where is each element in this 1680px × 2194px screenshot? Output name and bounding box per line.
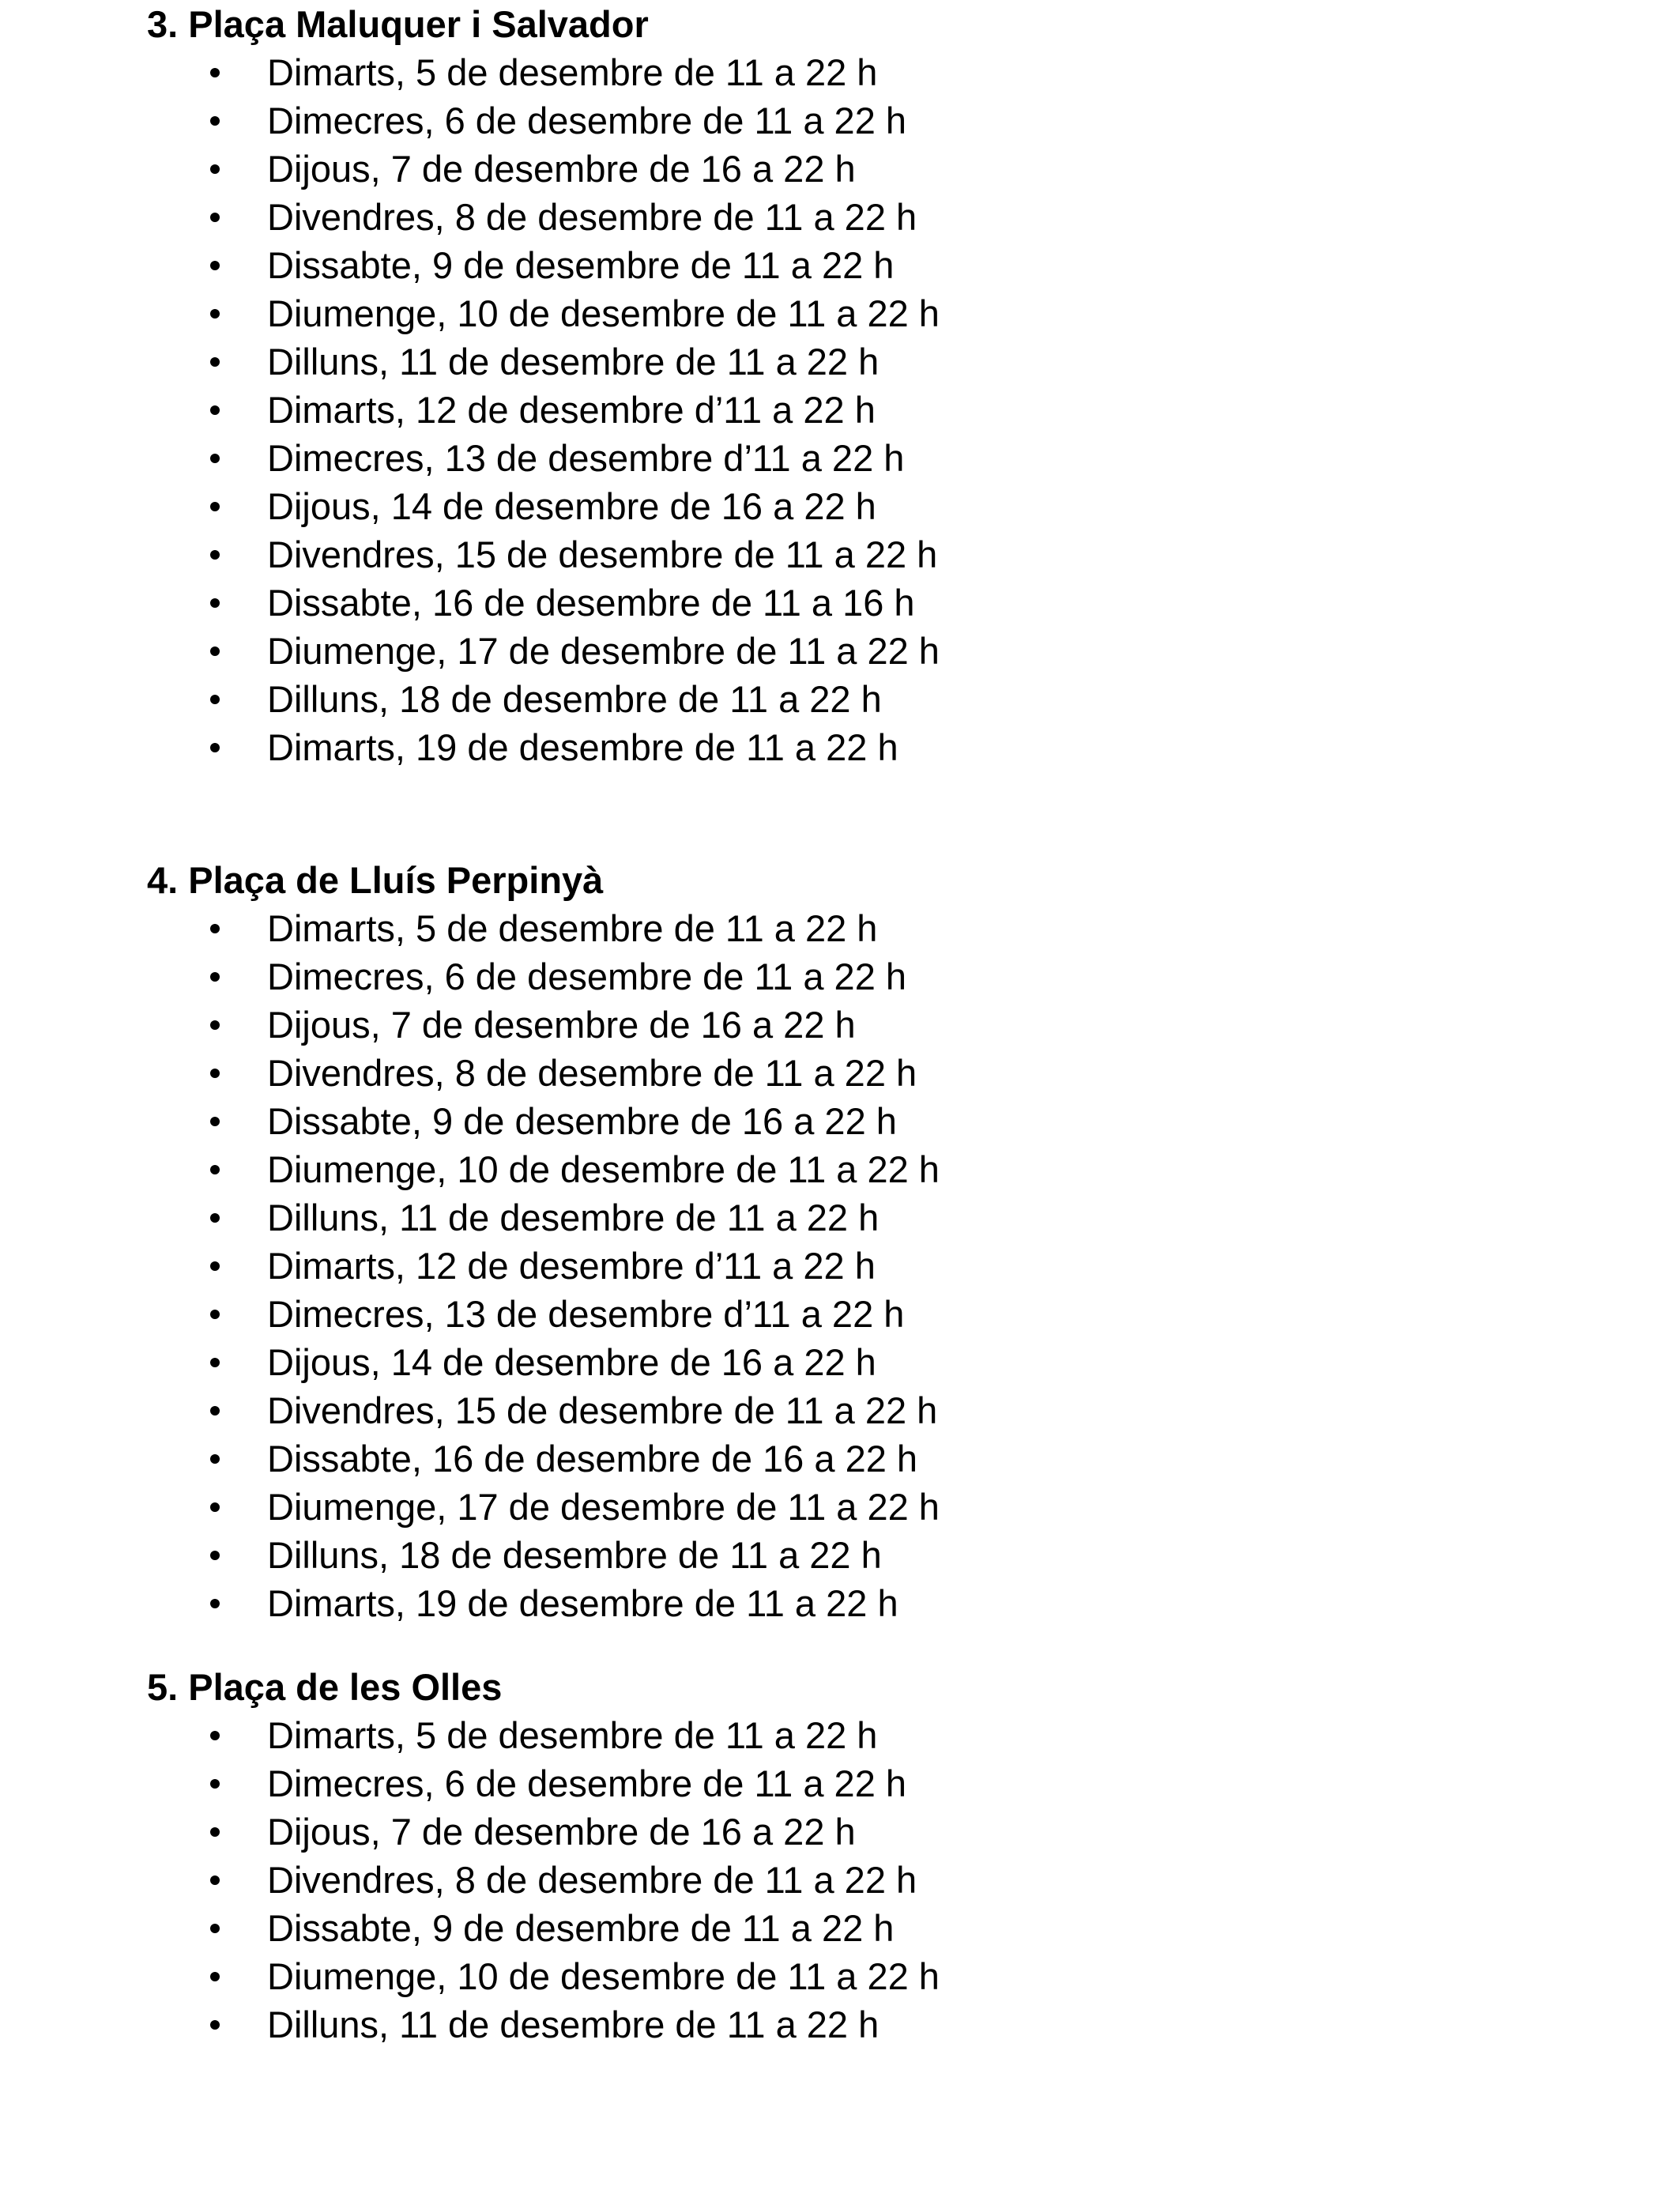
list-item-text: Dijous, 7 de desembre de 16 a 22 h [267, 1004, 856, 1046]
schedule-list [147, 904, 940, 1627]
list-item-text: Diumenge, 10 de desembre de 11 a 22 h [267, 292, 940, 334]
list-item-text: Dissabte, 9 de desembre de 11 a 22 h [267, 244, 895, 286]
list-item-text: Dissabte, 16 de desembre de 16 a 22 h [267, 1438, 918, 1480]
list-item [147, 627, 940, 675]
list-item [147, 193, 940, 241]
bullet-icon [210, 695, 220, 704]
list-item-text: Dimarts, 19 de desembre de 11 a 22 h [267, 726, 898, 768]
list-item [147, 434, 940, 482]
list-item-text: Dijous, 14 de desembre de 16 a 22 h [267, 1341, 876, 1383]
list-item-text: Divendres, 15 de desembre de 11 a 22 h [267, 533, 938, 575]
bullet-icon [210, 164, 220, 174]
list-item [147, 1434, 940, 1483]
list-item-text: Dijous, 7 de desembre de 16 a 22 h [267, 1811, 856, 1853]
list-item-text: Diumenge, 17 de desembre de 11 a 22 h [267, 1486, 940, 1528]
bullet-icon [210, 1502, 220, 1512]
bullet-icon [210, 1551, 220, 1560]
bullet-icon [210, 1261, 220, 1271]
list-item-text: Dijous, 14 de desembre de 16 a 22 h [267, 485, 876, 527]
list-item [147, 1242, 940, 1290]
list-item [147, 1049, 940, 1097]
list-item [147, 2000, 940, 2049]
list-item [147, 1808, 940, 1856]
schedule-list [147, 48, 940, 771]
list-item-text: Dimecres, 13 de desembre d’11 a 22 h [267, 437, 905, 479]
list-item [147, 579, 940, 627]
list-item-text: Diumenge, 17 de desembre de 11 a 22 h [267, 630, 940, 672]
list-item [147, 1193, 940, 1242]
list-item-text: Dimecres, 6 de desembre de 11 a 22 h [267, 956, 907, 997]
bullet-icon [210, 2020, 220, 2030]
list-item [147, 1579, 940, 1627]
list-item [147, 1386, 940, 1434]
bullet-icon [210, 647, 220, 656]
list-item [147, 952, 940, 1001]
bullet-icon [210, 1165, 220, 1174]
list-item [147, 96, 940, 145]
list-item [147, 48, 940, 96]
bullet-icon [210, 1599, 220, 1608]
bullet-icon [210, 1454, 220, 1464]
list-item-text: Dijous, 7 de desembre de 16 a 22 h [267, 148, 856, 190]
section-placa-de-lluis-perpinya [147, 856, 940, 1627]
list-item-text: Diumenge, 10 de desembre de 11 a 22 h [267, 1955, 940, 1997]
bullet-icon [210, 1310, 220, 1319]
bullet-icon [210, 309, 220, 319]
bullet-icon [210, 116, 220, 126]
bullet-icon [210, 454, 220, 463]
bullet-icon [210, 68, 220, 77]
bullet-icon [210, 743, 220, 752]
bullet-icon [210, 357, 220, 367]
list-item-text: Dimecres, 6 de desembre de 11 a 22 h [267, 100, 907, 141]
section-heading: 4. Plaça de Lluís Perpinyà [147, 859, 604, 901]
list-item [147, 1952, 940, 2000]
list-item [147, 1483, 940, 1531]
bullet-icon [210, 1924, 220, 1933]
bullet-icon [210, 550, 220, 560]
bullet-icon [210, 924, 220, 933]
bullet-icon [210, 405, 220, 415]
list-item-text: Divendres, 8 de desembre de 11 a 22 h [267, 196, 917, 238]
list-item-text: Dissabte, 9 de desembre de 16 a 22 h [267, 1100, 897, 1142]
list-item [147, 1290, 940, 1338]
list-item-text: Dimarts, 19 de desembre de 11 a 22 h [267, 1582, 898, 1624]
list-item [147, 1338, 940, 1386]
bullet-icon [210, 598, 220, 608]
bullet-icon [210, 1779, 220, 1789]
list-item-text: Diumenge, 10 de desembre de 11 a 22 h [267, 1148, 940, 1190]
list-item-text: Divendres, 8 de desembre de 11 a 22 h [267, 1859, 917, 1901]
bullet-icon [210, 1020, 220, 1030]
list-item-text: Dissabte, 16 de desembre de 11 a 16 h [267, 582, 915, 624]
bullet-icon [210, 1358, 220, 1367]
list-item [147, 1145, 940, 1193]
section-placa-maluquer-i-salvador [147, 0, 940, 771]
list-item-text: Dimarts, 5 de desembre de 11 a 22 h [267, 51, 878, 93]
list-item-text: Dimarts, 12 de desembre d’11 a 22 h [267, 389, 876, 431]
bullet-icon [210, 213, 220, 222]
section-heading: 5. Plaça de les Olles [147, 1666, 503, 1708]
list-item [147, 482, 940, 530]
list-item [147, 386, 940, 434]
bullet-icon [210, 1406, 220, 1416]
list-item [147, 1097, 940, 1145]
list-item [147, 1904, 940, 1952]
bullet-icon [210, 1972, 220, 1981]
section-placa-de-les-olles [147, 1663, 940, 2049]
list-item [147, 675, 940, 723]
section-heading: 3. Plaça Maluquer i Salvador [147, 3, 649, 45]
list-item [147, 145, 940, 193]
bullet-icon [210, 972, 220, 982]
list-item [147, 337, 940, 386]
bullet-icon [210, 1213, 220, 1223]
list-item [147, 904, 940, 952]
bullet-icon [210, 1827, 220, 1837]
list-item-text: Dimecres, 6 de desembre de 11 a 22 h [267, 1762, 907, 1804]
list-item-text: Dimarts, 12 de desembre d’11 a 22 h [267, 1245, 876, 1287]
list-item-text: Dilluns, 18 de desembre de 11 a 22 h [267, 1534, 882, 1576]
list-item [147, 1711, 940, 1759]
list-item-text: Dimarts, 5 de desembre de 11 a 22 h [267, 1714, 878, 1756]
list-item-text: Dilluns, 11 de desembre de 11 a 22 h [267, 1197, 880, 1238]
list-item-text: Dissabte, 9 de desembre de 11 a 22 h [267, 1907, 895, 1949]
bullet-icon [210, 502, 220, 511]
list-item [147, 1759, 940, 1808]
list-item-text: Divendres, 15 de desembre de 11 a 22 h [267, 1389, 938, 1431]
schedule-list [147, 1711, 940, 2049]
bullet-icon [210, 1069, 220, 1078]
list-item [147, 241, 940, 289]
list-item-text: Dimecres, 13 de desembre d’11 a 22 h [267, 1293, 905, 1335]
list-item [147, 289, 940, 337]
list-item [147, 723, 940, 771]
bullet-icon [210, 261, 220, 270]
list-item [147, 1856, 940, 1904]
list-item-text: Dilluns, 18 de desembre de 11 a 22 h [267, 678, 882, 720]
list-item [147, 1531, 940, 1579]
list-item-text: Dimarts, 5 de desembre de 11 a 22 h [267, 907, 878, 949]
list-item-text: Dilluns, 11 de desembre de 11 a 22 h [267, 341, 880, 383]
list-item [147, 530, 940, 579]
list-item-text: Divendres, 8 de desembre de 11 a 22 h [267, 1052, 917, 1094]
bullet-icon [210, 1117, 220, 1126]
bullet-icon [210, 1875, 220, 1885]
bullet-icon [210, 1731, 220, 1740]
list-item [147, 1001, 940, 1049]
list-item-text: Dilluns, 11 de desembre de 11 a 22 h [267, 2004, 880, 2045]
